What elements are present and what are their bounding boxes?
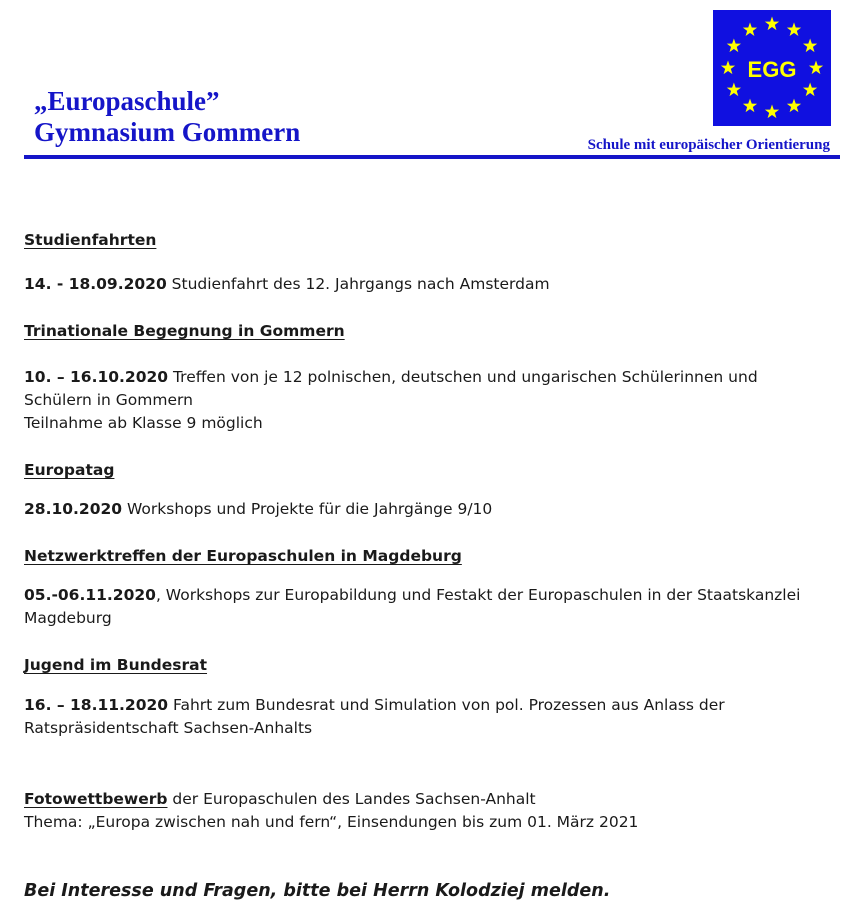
photo-contest-text: der Europaschulen des Landes Sachsen-Anhalt [167,790,536,808]
section-body-studienfahrten [24,273,824,296]
event-date: 28.10.2020 [24,500,123,518]
section-title-bundesrat: Jugend im Bundesrat [24,656,208,674]
header-divider [24,155,840,159]
photo-contest-label: Fotowettbewerb [24,790,168,808]
tagline: Schule mit europäischer Orientierung [587,137,830,153]
section-body-bundesrat [24,694,744,740]
school-title [34,86,300,148]
section-title-studienfahrten: Studienfahrten [24,231,157,249]
event-text: Studienfahrt des 12. Jahrgangs nach Amsterdam [166,275,550,293]
event-text: Fahrt zum Bundesrat und Simulation von pol. Prozessen aus Anlass der Ratspräsidentschaft Sachsen-Anhalts [24,696,725,737]
section-body-netzwerktreffen [24,584,814,630]
section-title-netzwerktreffen: Netzwerktreffen der Europaschulen in Magdeburg [24,547,462,565]
event-date: 05.-06.11.2020 [24,586,156,604]
event-note: Teilnahme ab Klasse 9 möglich [24,414,263,432]
event-text: Workshops und Projekte für die Jahrgänge 9/10 [122,500,493,518]
event-text: , Workshops zur Europabildung und Festakt der Europaschulen in der Staatskanzlei Magdeburg [24,586,801,627]
event-date: 14. - 18.09.2020 [24,275,167,293]
section-title-europatag: Europatag [24,461,115,479]
section-body-europatag [24,498,824,521]
photo-contest [24,788,824,834]
event-text: Treffen von je 12 polnischen, deutschen und ungarischen Schülerinnen und Schülern in Gommern [24,368,758,409]
egg-logo [713,10,831,126]
school-title-line1: „Europaschule” [34,86,220,116]
contact-note: Bei Interesse und Fragen, bitte bei Herrn Kolodziej melden. [24,881,611,901]
logo-text: EGG [747,57,797,82]
event-date: 16. – 18.11.2020 [24,696,169,714]
section-title-trinational: Trinationale Begegnung in Gommern [24,322,345,340]
event-date: 10. – 16.10.2020 [24,368,169,386]
photo-contest-theme: Thema: „Europa zwischen nah und fern“, Einsendungen bis zum 01. März 2021 [24,813,639,831]
section-body-trinational [24,366,784,435]
school-title-line2: Gymnasium Gommern [34,117,301,147]
